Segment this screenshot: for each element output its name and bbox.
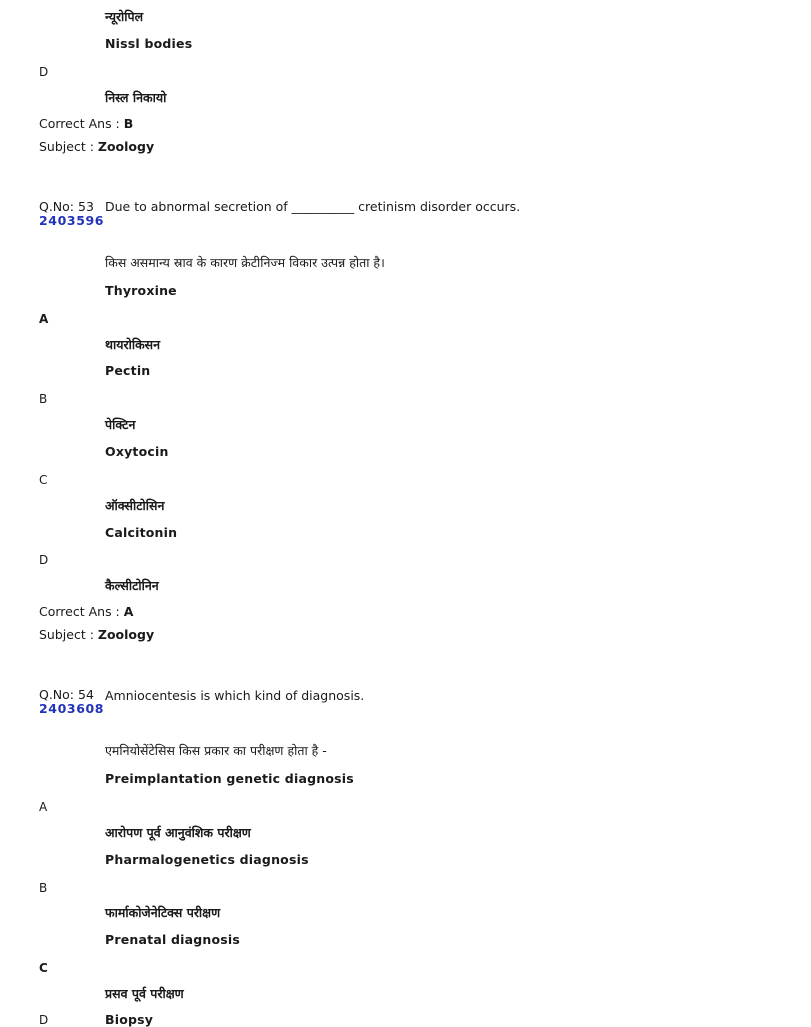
prev-option-c-hindi: न्यूरोपिल [105, 9, 144, 24]
subject-label: Subject : [39, 627, 94, 642]
q54-text-hindi: एमनियोसेंटेसिस किस प्रकार का परीक्षण होता है - [105, 743, 327, 758]
q53-option-d-english: Calcitonin [105, 525, 178, 540]
q54-option-d-letter: D [39, 1013, 49, 1027]
prev-option-d-english: Nissl bodies [105, 36, 193, 51]
q53-option-a-english: Thyroxine [105, 283, 177, 298]
q54-option-b-letter: B [39, 881, 48, 895]
subject-value: Zoology [97, 627, 155, 642]
q54-id: 2403608 [39, 701, 105, 716]
q54-option-b-english: Pharmalogenetics diagnosis [105, 852, 309, 867]
prev-subject [39, 141, 154, 154]
q53-option-c-letter: C [39, 473, 48, 487]
subject-label: Subject : [39, 139, 94, 154]
q53-option-c-english: Oxytocin [105, 444, 169, 459]
q54-option-d-english: Biopsy [105, 1012, 154, 1027]
q54-option-a-english: Preimplantation genetic diagnosis [105, 771, 354, 786]
prev-option-d-letter: D [39, 65, 49, 79]
q53-id: 2403596 [39, 213, 105, 228]
subject-value: Zoology [97, 139, 155, 154]
q54-option-c-hindi: प्रसव पूर्व परीक्षण [105, 986, 184, 1001]
q54-option-a-letter: A [39, 800, 48, 814]
q54-option-c-english: Prenatal diagnosis [105, 932, 241, 947]
q53-option-d-hindi: कैल्सीटोनिन [105, 578, 159, 593]
q53-option-b-english: Pectin [105, 363, 151, 378]
q54-option-a-hindi: आरोपण पूर्व आनुवंशिक परीक्षण [105, 825, 251, 840]
q53-option-d-letter: D [39, 553, 49, 567]
q54-number: Q.No: 54 [39, 687, 94, 702]
prev-correct-answer [39, 118, 133, 131]
q53-option-a-letter: A [39, 312, 49, 326]
q53-correct-answer [39, 606, 133, 619]
q53-option-b-letter: B [39, 392, 48, 406]
q53-option-c-hindi: ऑक्सीटोसिन [105, 498, 165, 513]
q53-option-a-hindi: थायरोकिसन [105, 337, 161, 352]
q54-option-c-letter: C [39, 961, 48, 975]
correct-answer-label: Correct Ans : [39, 116, 120, 131]
q54-text-english: Amniocentesis is which kind of diagnosis. [105, 688, 365, 703]
q53-text-english: Due to abnormal secretion of __________ cretinism disorder occurs. [105, 199, 521, 214]
q53-subject [39, 629, 154, 642]
q53-number: Q.No: 53 [39, 199, 94, 214]
correct-answer-value: B [123, 116, 134, 131]
q53-text-hindi: किस असमान्य स्राव के कारण क्रेटीनिज्म विकार उत्पन्न होता है। [105, 255, 385, 270]
q53-option-b-hindi: पेक्टिन [105, 417, 136, 432]
q54-option-b-hindi: फार्माकोजेनेटिक्स परीक्षण [105, 905, 221, 920]
prev-option-d-hindi: निस्ल निकायो [105, 90, 167, 105]
correct-answer-value: A [123, 604, 134, 619]
correct-answer-label: Correct Ans : [39, 604, 120, 619]
